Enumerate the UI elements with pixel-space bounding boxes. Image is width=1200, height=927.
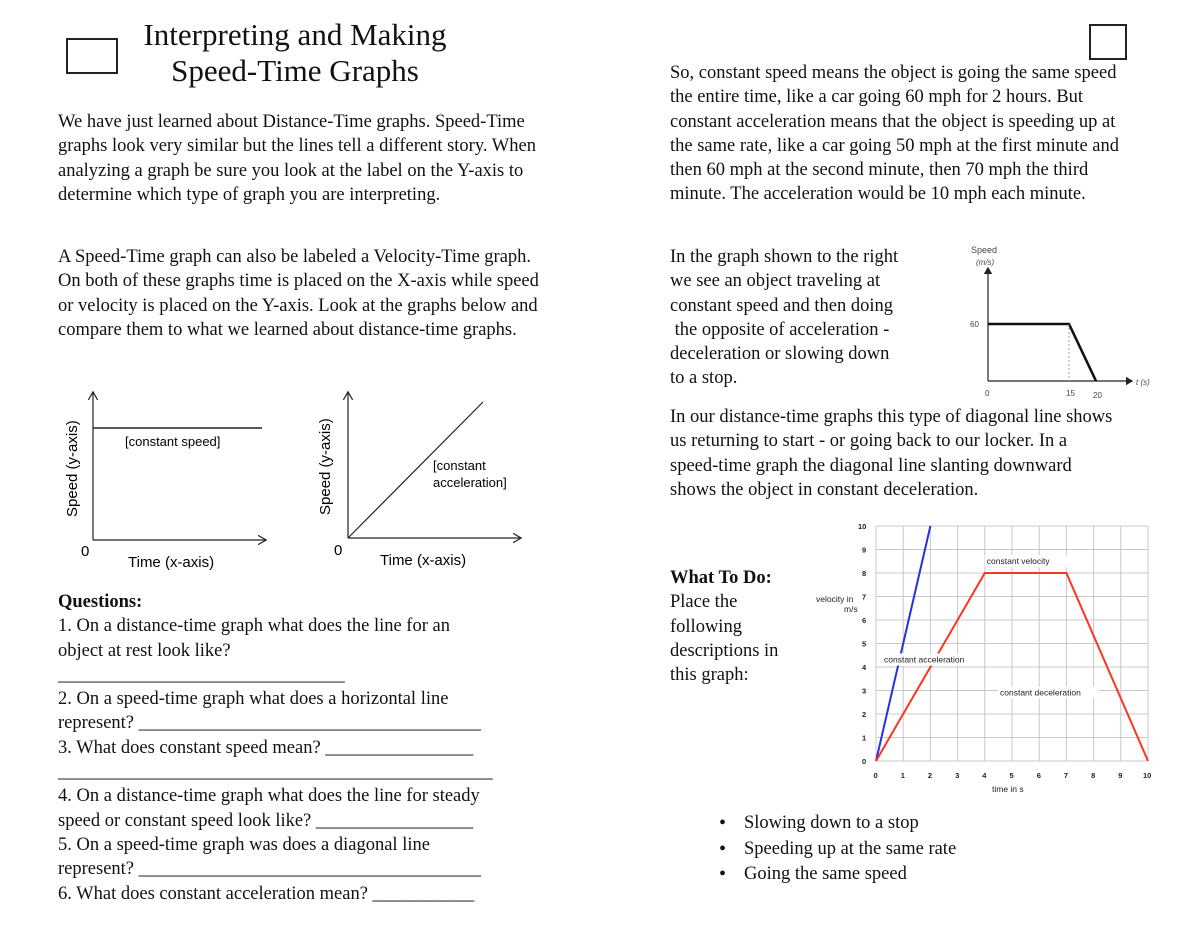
constant-acceleration-graph	[310, 385, 535, 575]
x-tick-label: 0	[873, 771, 878, 780]
question-line: 1. On a distance-time graph what does the line for an	[58, 616, 450, 637]
y-axis-label-speed: Speed	[971, 245, 998, 255]
x-tick-label: 0	[985, 389, 990, 398]
what-to-do-heading: What To Do:	[670, 568, 772, 588]
y-tick-label: 0	[862, 757, 867, 766]
right-paragraph-1: So, constant speed means the object is going the same speed the entire time, like a car going 60 mph for 2 hours. But constant acceleration means that the object is speeding up at the same rate, like a car going 50 mph at the first minute and then 60 mph at the second minute, then 70 mph the third minute. The acceleration would be 10 mph each minute.	[670, 63, 1119, 205]
x-tick-label: 1	[900, 771, 905, 780]
line-label-1: [constant	[433, 458, 486, 473]
page-title	[120, 17, 470, 89]
y-tick-label: 3	[862, 686, 867, 696]
question-line: 4. On a distance-time graph what does the line for steady	[58, 786, 480, 807]
questions-section	[58, 590, 578, 906]
y-axis-label: Speed (y-axis)	[317, 418, 334, 515]
graph-text-line: to a stop.	[670, 368, 738, 389]
annotation-label: constant velocity	[986, 556, 1050, 566]
x-axis-label: t (s)	[1136, 378, 1150, 387]
x-tick-label: 4	[982, 771, 987, 780]
x-tick-label: 8	[1091, 771, 1096, 780]
question-line[interactable]: represent? _____________________________________	[58, 713, 481, 734]
question-line: object at rest look like?	[58, 640, 231, 661]
origin-label: 0	[334, 542, 343, 559]
what-to-do-line: following	[670, 616, 742, 637]
question-line: 5. On a speed-time graph was does a diagonal line	[58, 834, 430, 855]
title-line-2: Speed-Time Graphs	[171, 53, 419, 88]
question-line: 2. On a speed-time graph what does a horizontal line	[58, 689, 449, 710]
question-line[interactable]: 3. What does constant speed mean? ________________	[58, 737, 474, 758]
x-tick-label: 6	[1036, 771, 1041, 780]
graph-description	[670, 245, 960, 391]
y-axis-label: Speed (y-axis)	[64, 420, 81, 517]
y-axis-label-1: velocity in	[816, 594, 854, 604]
question-line[interactable]: represent? _____________________________________	[58, 859, 481, 880]
what-to-do	[670, 566, 810, 687]
x-tick-label: 5	[1009, 771, 1014, 780]
y-tick-label: 1	[862, 733, 867, 743]
y-tick-label: 8	[862, 569, 867, 578]
x-axis-label: Time (x-axis)	[128, 554, 215, 571]
x-tick-label: 10	[1143, 771, 1152, 780]
x-tick-label: 7	[1063, 771, 1069, 780]
what-to-do-line: descriptions in	[670, 640, 779, 661]
y-axis-label-units: (m/s)	[976, 258, 995, 267]
y-tick-label: 10	[858, 522, 867, 531]
answer-blank[interactable]: _______________________________________________	[58, 762, 493, 783]
graph-text-line: the opposite of acceleration -	[670, 319, 890, 340]
y-axis-label-2: m/s	[844, 604, 858, 614]
title-line-1: Interpreting and Making	[143, 17, 447, 52]
right-paragraph-2: In our distance-time graphs this type of diagonal line shows us returning to start - or going back to our locker. In a speed-time graph the diagonal line slanting downward shows the object in constant deceleration.	[670, 407, 1113, 500]
speed-time-chart	[960, 240, 1165, 405]
speed-series-line	[988, 324, 1096, 381]
what-to-do-line: Place the	[670, 592, 738, 613]
line-label-2: acceleration]	[433, 475, 507, 490]
constant-speed-graph	[55, 385, 280, 575]
line-label: [constant speed]	[125, 434, 221, 449]
x-tick-label: 9	[1118, 771, 1123, 780]
y-tick-label: 4	[862, 663, 867, 672]
y-tick-label: 7	[862, 592, 867, 602]
answer-blank[interactable]: _______________________________	[58, 664, 345, 685]
x-tick-label: 20	[1093, 391, 1102, 400]
name-box-left	[66, 38, 118, 74]
intro-paragraph: We have just learned about Distance-Time graphs. Speed-Time graphs look very similar but the lines tell a different story. When analyzing a graph be sure you look at the label on the Y-axis to determine which type of graph you are interpreting.	[58, 112, 536, 205]
x-axis-label: Time (x-axis)	[380, 552, 467, 569]
x-tick-label: 15	[1066, 389, 1075, 398]
velocity-time-chart	[808, 515, 1165, 800]
x-tick-label: 2	[927, 771, 933, 780]
list-item: • Slowing down to a stop	[716, 811, 1076, 837]
graph-text-line: In the graph shown to the right	[670, 247, 899, 267]
second-paragraph: A Speed-Time graph can also be labeled a Velocity-Time graph. On both of these graphs time is placed on the X-axis while speed or velocity is placed on the Y-axis. Look at the graphs below and compare them to what we learned about distance-time graphs.	[58, 247, 539, 340]
x-tick-label: 3	[955, 771, 960, 780]
what-to-do-line: this graph:	[670, 665, 749, 686]
annotation-label: constant acceleration	[884, 654, 965, 665]
origin-label: 0	[81, 543, 90, 560]
question-line[interactable]: 6. What does constant acceleration mean? ___________	[58, 883, 475, 904]
list-item: • Speeding up at the same rate	[716, 837, 1076, 863]
y-tick-label: 6	[862, 616, 867, 625]
graph-text-line: deceleration or slowing down	[670, 344, 890, 365]
graph-text-line: we see an object traveling at	[670, 271, 881, 292]
y-tick-label: 60	[970, 320, 979, 329]
questions-heading: Questions:	[58, 592, 143, 612]
x-axis-label: time in s	[992, 784, 1024, 794]
annotation-label: constant deceleration	[1000, 687, 1081, 698]
graph-text-line: constant speed and then doing	[670, 295, 893, 316]
y-tick-label: 9	[862, 545, 867, 555]
question-line[interactable]: speed or constant speed look like? _________________	[58, 810, 474, 831]
name-box-right	[1089, 24, 1127, 60]
y-tick-label: 2	[862, 710, 867, 719]
list-item: • Going the same speed	[716, 862, 1076, 888]
description-list	[716, 811, 1076, 888]
y-tick-label: 5	[862, 639, 867, 649]
